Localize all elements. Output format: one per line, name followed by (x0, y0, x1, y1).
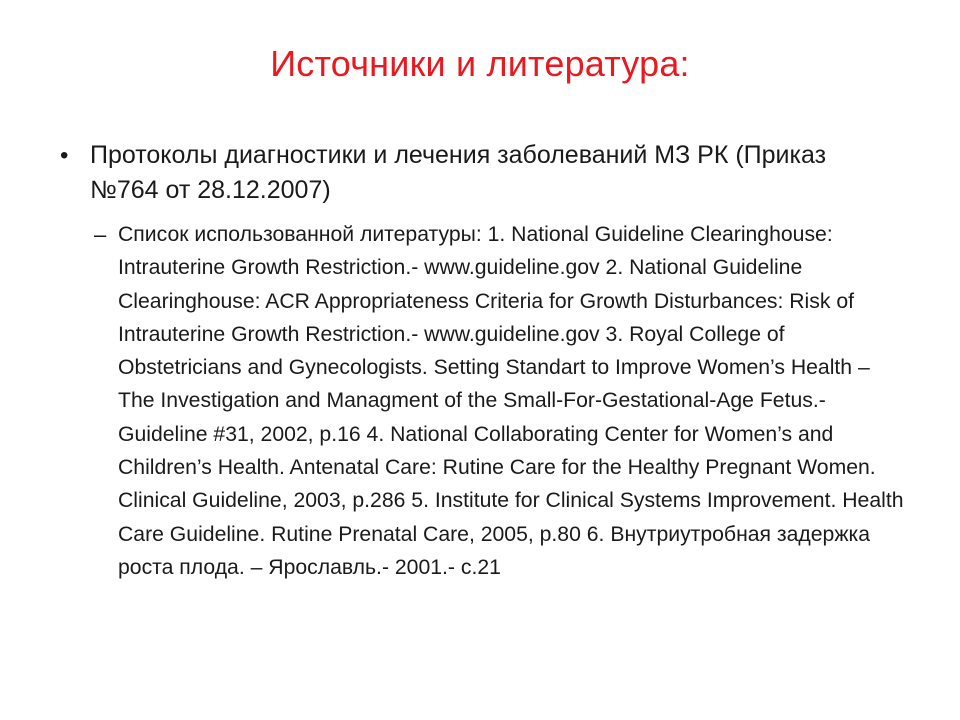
slide-title: Источники и литература: (270, 43, 690, 84)
sub-bullet-item (94, 218, 904, 584)
bullet-item (58, 138, 898, 208)
references-text: Список использованной литературы: 1. National Guideline Clearinghouse: Intrauterine Growth Restriction.- www.guideline.gov 2. National Guideline Clearinghouse: ACR Appropriateness Criteria for Growth Disturbances: Risk of Intrauterine Growth Restriction.- www.guideline.gov 3. Royal College of Obstetricians and Gynecologists. Setting Standart to Improve Women’s Health – The Investigation and Managment of the Small-For-Gestational-Age Fetus.- Guideline #31, 2002, p.16 4. National Collaborating Center for Women’s and Children’s Health. Antenatal Care: Rutine Care for the Healthy Pregnant Women. Clinical Guideline, 2003, p.286 5. Institute for Clinical Systems Improvement. Health Care Guideline. Rutine Prenatal Care, 2005, p.80 6. Внутриутробная задержка роста плода. – Ярославль.- 2001.- с.21 (118, 223, 904, 579)
bullet-marker: • (60, 142, 69, 169)
dash-marker: – (94, 222, 107, 247)
bullet-text: Протоколы диагностики и лечения заболеваний МЗ РК (Приказ №764 от 28.12.2007) (90, 141, 827, 204)
